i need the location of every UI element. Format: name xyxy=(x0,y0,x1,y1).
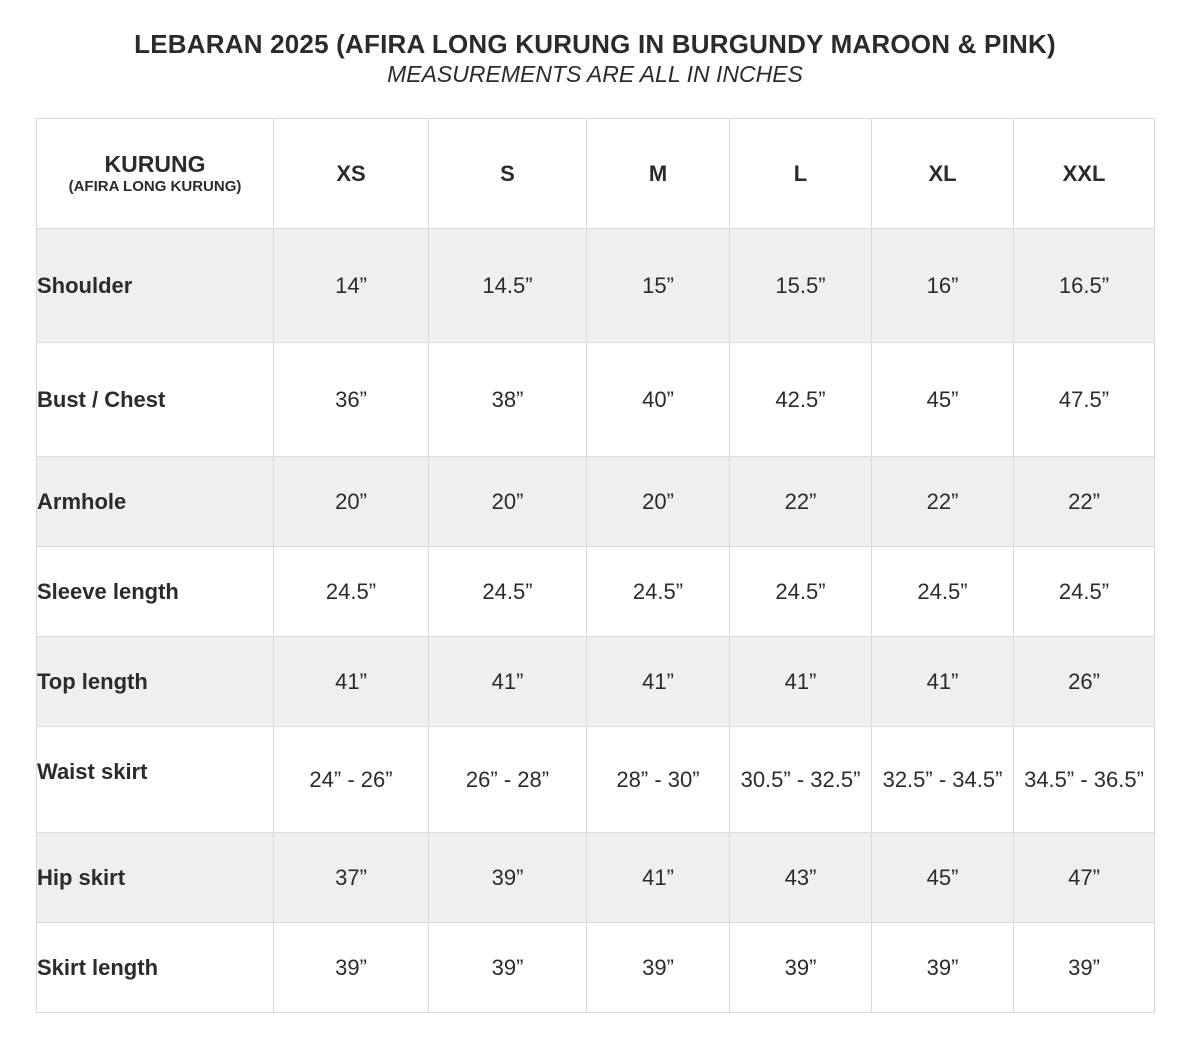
row-label-skirt-length: Skirt length xyxy=(37,923,274,1013)
table-cell: 20” xyxy=(429,457,587,547)
table-cell: 39” xyxy=(429,923,587,1013)
row-label-sleeve-length: Sleeve length xyxy=(37,547,274,637)
table-cell: 24” - 26” xyxy=(274,727,429,833)
row-label-bust-chest: Bust / Chest xyxy=(37,343,274,457)
table-cell: 24.5” xyxy=(587,547,730,637)
table-cell: 39” xyxy=(274,923,429,1013)
table-cell: 38” xyxy=(429,343,587,457)
page-subtitle: MEASUREMENTS ARE ALL IN INCHES xyxy=(387,61,803,87)
table-row-bust-chest xyxy=(37,343,1155,457)
page-title: LEBARAN 2025 (AFIRA LONG KURUNG IN BURGUNDY MAROON & PINK) xyxy=(134,29,1056,59)
table-cell: 39” xyxy=(730,923,872,1013)
table-cell: 30.5” - 32.5” xyxy=(730,727,872,833)
table-cell: 24.5” xyxy=(274,547,429,637)
size-header-xxl: XXL xyxy=(1014,119,1155,229)
table-cell: 34.5” - 36.5” xyxy=(1014,727,1155,833)
row-label-top-length: Top length xyxy=(37,637,274,727)
table-cell: 16” xyxy=(872,229,1014,343)
table-cell: 22” xyxy=(730,457,872,547)
table-cell: 37” xyxy=(274,833,429,923)
table-cell: 14.5” xyxy=(429,229,587,343)
table-cell: 36” xyxy=(274,343,429,457)
size-header-xs: XS xyxy=(274,119,429,229)
size-header-l: L xyxy=(730,119,872,229)
table-cell: 47.5” xyxy=(1014,343,1155,457)
row-label-waist-skirt: Waist skirt xyxy=(37,727,274,833)
row-label-armhole: Armhole xyxy=(37,457,274,547)
table-row-armhole xyxy=(37,457,1155,547)
table-cell: 41” xyxy=(587,833,730,923)
table-cell: 22” xyxy=(872,457,1014,547)
table-cell: 26” - 28” xyxy=(429,727,587,833)
table-cell: 24.5” xyxy=(872,547,1014,637)
table-cell: 20” xyxy=(274,457,429,547)
table-cell: 14” xyxy=(274,229,429,343)
table-cell: 41” xyxy=(274,637,429,727)
table-cell: 32.5” - 34.5” xyxy=(872,727,1014,833)
table-row-sleeve-length xyxy=(37,547,1155,637)
table-cell: 40” xyxy=(587,343,730,457)
table-cell: 28” - 30” xyxy=(587,727,730,833)
table-row-skirt-length xyxy=(37,923,1155,1013)
table-row-shoulder xyxy=(37,229,1155,343)
page-heading xyxy=(0,28,1190,88)
size-header-xl: XL xyxy=(872,119,1014,229)
table-cell: 41” xyxy=(730,637,872,727)
table-cell: 41” xyxy=(429,637,587,727)
corner-title: KURUNG xyxy=(104,150,206,177)
table-corner-header xyxy=(37,119,274,229)
table-cell: 45” xyxy=(872,343,1014,457)
corner-subtitle: (AFIRA LONG KURUNG) xyxy=(68,177,242,195)
table-cell: 43” xyxy=(730,833,872,923)
table-row-waist-skirt xyxy=(37,727,1155,833)
table-cell: 41” xyxy=(587,637,730,727)
table-cell: 47” xyxy=(1014,833,1155,923)
table-cell: 24.5” xyxy=(1014,547,1155,637)
table-cell: 15” xyxy=(587,229,730,343)
table-cell: 15.5” xyxy=(730,229,872,343)
row-label-hip-skirt: Hip skirt xyxy=(37,833,274,923)
table-cell: 24.5” xyxy=(730,547,872,637)
table-cell: 41” xyxy=(872,637,1014,727)
table-header-row xyxy=(37,119,1155,229)
table-cell: 22” xyxy=(1014,457,1155,547)
table-row-top-length xyxy=(37,637,1155,727)
table-row-hip-skirt xyxy=(37,833,1155,923)
table-cell: 42.5” xyxy=(730,343,872,457)
table-cell: 16.5” xyxy=(1014,229,1155,343)
table-cell: 39” xyxy=(872,923,1014,1013)
size-header-s: S xyxy=(429,119,587,229)
size-header-m: M xyxy=(587,119,730,229)
table-cell: 39” xyxy=(429,833,587,923)
table-cell: 39” xyxy=(587,923,730,1013)
size-chart-table xyxy=(36,118,1155,1013)
table-cell: 20” xyxy=(587,457,730,547)
table-cell: 39” xyxy=(1014,923,1155,1013)
table-cell: 45” xyxy=(872,833,1014,923)
row-label-shoulder: Shoulder xyxy=(37,229,274,343)
table-cell: 26” xyxy=(1014,637,1155,727)
table-cell: 24.5” xyxy=(429,547,587,637)
